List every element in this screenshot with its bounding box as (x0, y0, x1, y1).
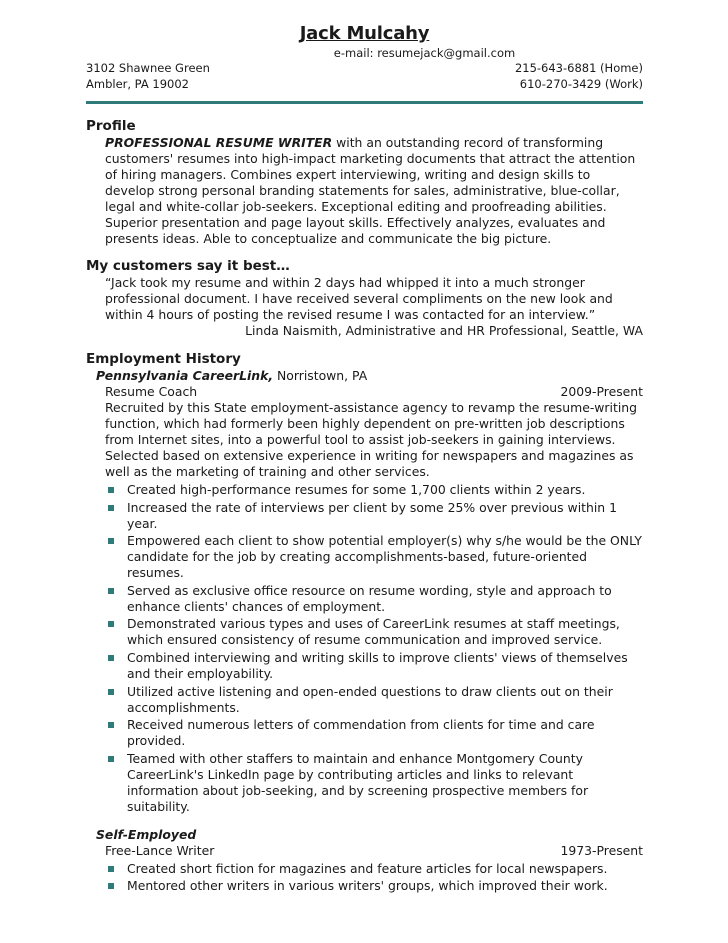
job-entry (86, 827, 643, 895)
square-bullet-icon (108, 866, 114, 872)
bullet-text: Combined interviewing and writing skills to improve clients' views of themselves and their employability. (127, 649, 628, 681)
list-item (86, 500, 643, 532)
list-item (86, 717, 643, 749)
square-bullet-icon (108, 621, 114, 627)
job-employer-line (96, 827, 643, 843)
square-bullet-icon (108, 689, 114, 695)
bullet-text: Received numerous letters of commendation from clients for time and care provided. (127, 717, 595, 749)
contact-row-2 (86, 76, 643, 92)
bullet-text: Teamed with other staffers to maintain and enhance Montgomery County CareerLink's LinkedIn page by contributing articles and links to relevant information about job-seeking, and by screening prospective members for suitability. (127, 750, 589, 814)
square-bullet-icon (108, 722, 114, 728)
bullet-text: Demonstrated various types and uses of CareerLink resumes at staff meetings, which ensured consistency of resume communication and improved service. (127, 616, 620, 648)
profile-text: with an outstanding record of transforming customers' resumes into high-impact marketing documents that attract the attention of hiring managers. Combines expert interviewing, writing and design skills to develop strong personal branding statements for sales, administrative, blue-collar, legal and white-collar job-seekers. Exceptional editing and proofreading abilities. Superior presentation and page layout skills. Effectively analyzes, evaluates and presents ideas. Able to conceptualize and communicate the big picture. (105, 135, 636, 246)
resume-page (86, 22, 643, 896)
list-item (86, 482, 643, 498)
email-line: e-mail: resumejack@gmail.com (333, 46, 516, 60)
bullet-text: Empowered each client to show potential employer(s) why s/he would be the ONLY candidate for the job by creating accomplishments-based, future-oriented resumes. (127, 533, 642, 581)
square-bullet-icon (108, 883, 114, 889)
employer-name: Self-Employed (96, 826, 197, 842)
employer-location: Norristown, PA (273, 368, 368, 383)
phone-home: 215-643-6881 (Home) (514, 61, 643, 75)
square-bullet-icon (108, 487, 114, 493)
list-item (86, 751, 643, 815)
profile-paragraph (105, 135, 643, 247)
job-entry (86, 368, 643, 815)
bullet-text: Utilized active listening and open-ended questions to draw clients out on their accomplishments. (127, 683, 613, 715)
bullet-text: Created short fiction for magazines and feature articles for local newspapers. (127, 860, 608, 876)
testimonial-heading: My customers say it best… (86, 258, 290, 274)
employer-name: Pennsylvania CareerLink, (96, 368, 274, 383)
square-bullet-icon (108, 538, 114, 544)
address-line-1: 3102 Shawnee Green (86, 61, 210, 75)
job-employer-line (96, 368, 643, 384)
list-item (86, 616, 643, 648)
job-title-row (105, 843, 643, 859)
square-bullet-icon (108, 505, 114, 511)
square-bullet-icon (108, 588, 114, 594)
bullet-text: Increased the rate of interviews per client by some 25% over previous within 1 year. (127, 499, 617, 531)
address-line-2: Ambler, PA 19002 (86, 77, 189, 91)
job-bullets (86, 861, 643, 895)
list-item (86, 684, 643, 716)
list-item (86, 650, 643, 682)
contact-row-1 (86, 60, 643, 76)
job-dates: 2009-Present (560, 384, 643, 399)
profile-lead: PROFESSIONAL RESUME WRITER (105, 135, 333, 150)
profile-heading: Profile (86, 118, 136, 134)
testimonial-attribution: Linda Naismith, Administrative and HR Professional, Seattle, WA (245, 323, 643, 338)
list-item (86, 533, 643, 581)
list-item (86, 861, 643, 877)
bullet-text: Served as exclusive office resource on resume wording, style and approach to enhance clients' chances of employment. (127, 582, 612, 614)
candidate-name: Jack Mulcahy (299, 23, 430, 44)
job-role: Resume Coach (105, 384, 198, 399)
job-dates: 1973-Present (560, 842, 643, 858)
employment-heading: Employment History (86, 351, 241, 367)
list-item (86, 583, 643, 615)
list-item (86, 878, 643, 894)
job-description: Recruited by this State employment-assistance agency to revamp the resume-writing function, which had formerly been highly dependent on pre-written job descriptions from Internet sites, into a powerful tool to assist job-seekers in gaining interviews. Selected based on extensive experience in writing for newspapers and magazines as well as the marketing of training and other services. (105, 400, 637, 479)
square-bullet-icon (108, 756, 114, 762)
job-role: Free-Lance Writer (105, 842, 215, 858)
job-title-row (105, 384, 643, 400)
phone-work: 610-270-3429 (Work) (519, 77, 643, 91)
square-bullet-icon (108, 655, 114, 661)
bullet-text: Created high-performance resumes for some 1,700 clients within 2 years. (127, 482, 586, 497)
testimonial-quote: “Jack took my resume and within 2 days had whipped it into a much stronger professional document. I have received several compliments on the new look and within 4 hours of posting the revised resume I was contacted for an interview.” (105, 275, 613, 322)
bullet-text: Mentored other writers in various writers' groups, which improved their work. (127, 878, 608, 894)
job-bullets (86, 482, 643, 815)
header-divider (86, 101, 643, 104)
